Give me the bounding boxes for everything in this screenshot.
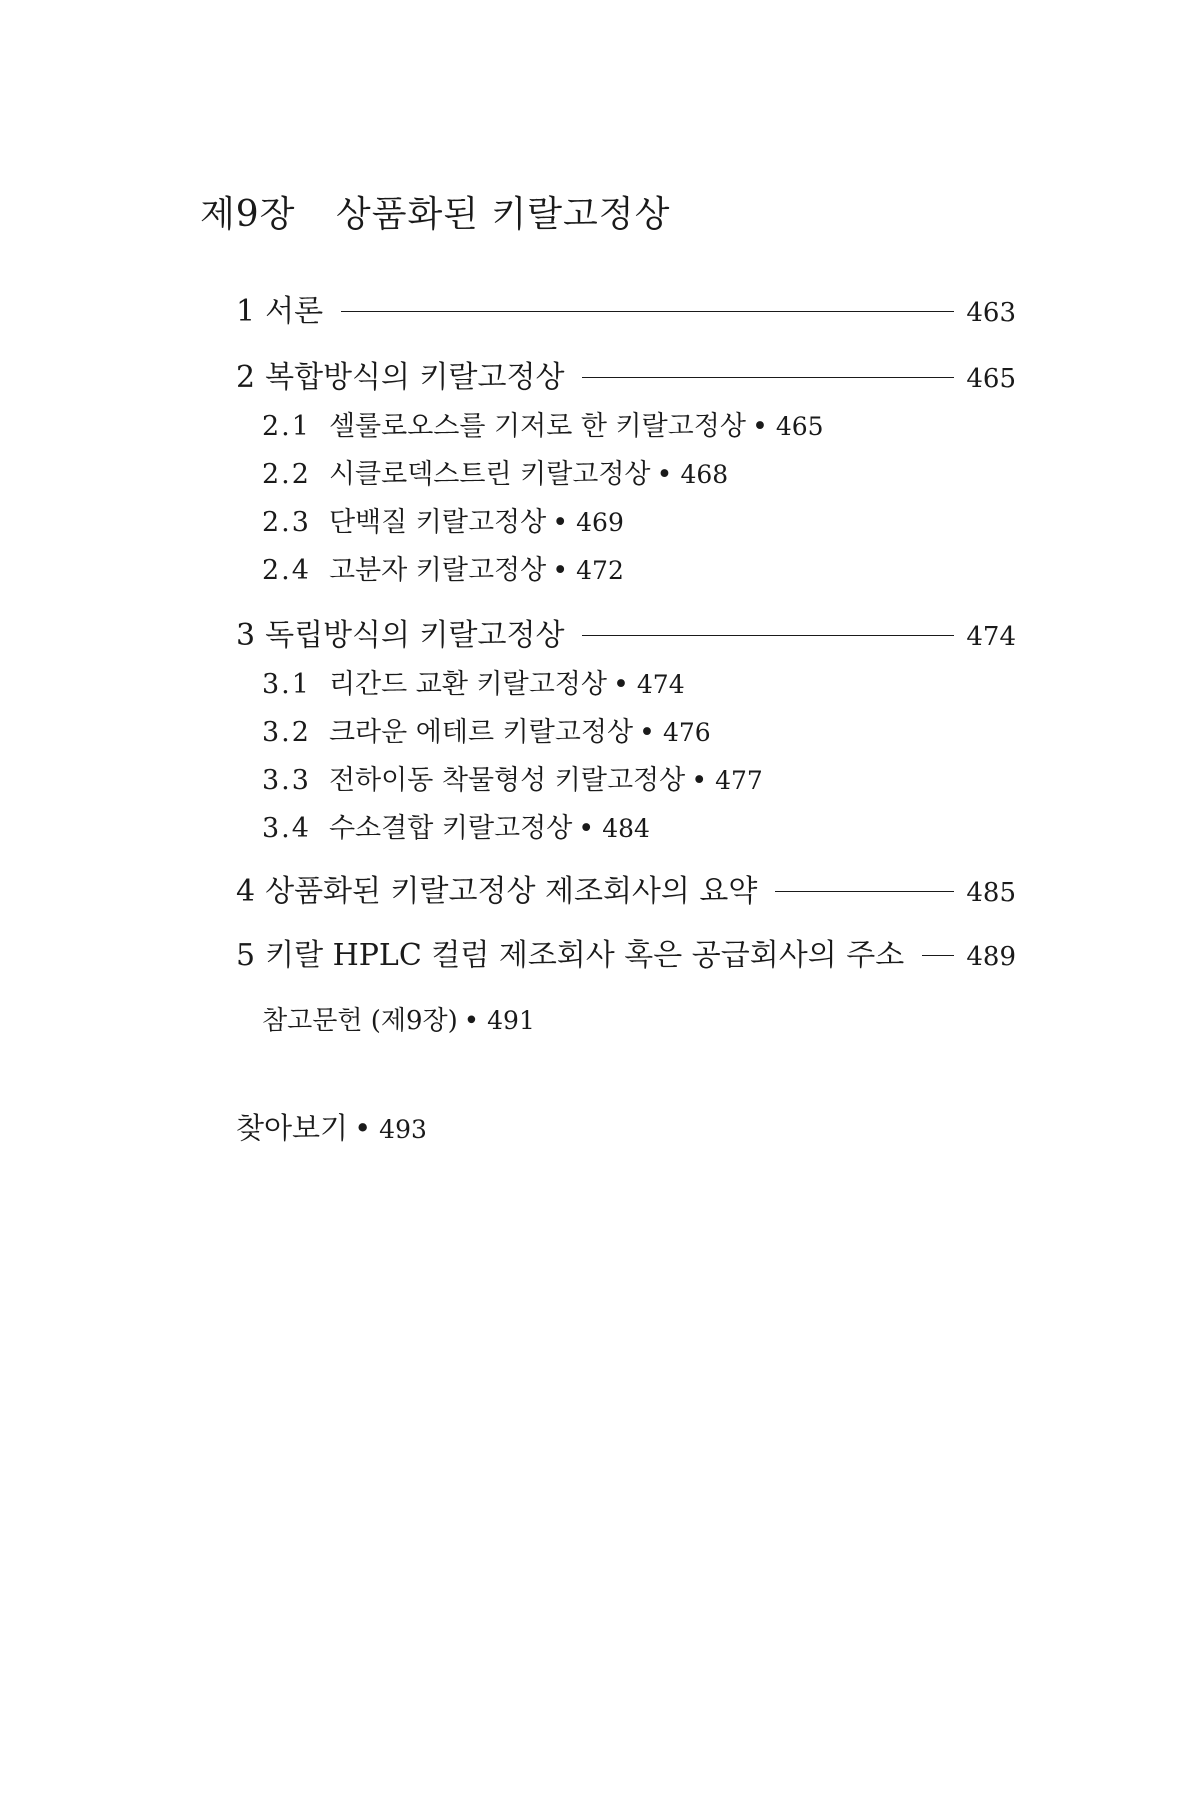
subsection-title: 전하이동 착물형성 키랄고정상 bbox=[328, 765, 686, 796]
toc-section-4[interactable] bbox=[236, 866, 1016, 910]
section-page-number: 485 bbox=[966, 878, 1016, 908]
subsection-number: 2.4 bbox=[262, 555, 311, 586]
references-title: 참고문헌 (제9장) bbox=[262, 1006, 458, 1036]
toc-subsection-3-3[interactable] bbox=[262, 758, 763, 797]
subsection-number: 2.3 bbox=[262, 507, 311, 538]
subsection-page-number: 472 bbox=[576, 556, 624, 585]
toc-section-3[interactable] bbox=[236, 610, 1016, 654]
bullet-separator: • bbox=[578, 813, 595, 844]
bullet-separator: • bbox=[639, 717, 655, 748]
section-page-number: 465 bbox=[966, 364, 1016, 394]
section-page-number: 489 bbox=[966, 942, 1016, 972]
bullet-separator: • bbox=[552, 507, 569, 538]
chapter-heading bbox=[200, 186, 670, 237]
subsection-number: 3.3 bbox=[262, 765, 311, 796]
section-title: 키랄 HPLC 컬럼 제조회사 혹은 공급회사의 주소 bbox=[265, 938, 905, 973]
section-number: 1 bbox=[236, 294, 256, 329]
bullet-separator: • bbox=[691, 765, 708, 796]
subsection-page-number: 468 bbox=[680, 460, 729, 489]
section-title: 상품화된 키랄고정상 제조회사의 요약 bbox=[265, 874, 758, 909]
index-title: 찾아보기 bbox=[236, 1111, 349, 1145]
subsection-page-number: 465 bbox=[775, 412, 824, 441]
section-title: 복합방식의 키랄고정상 bbox=[265, 360, 565, 395]
toc-subsection-3-1[interactable] bbox=[262, 662, 685, 701]
bullet-separator: • bbox=[612, 669, 629, 700]
subsection-number: 3.2 bbox=[262, 717, 311, 748]
toc-subsection-2-2[interactable] bbox=[262, 452, 728, 491]
references-page-number: 491 bbox=[487, 1006, 535, 1035]
bullet-separator: • bbox=[656, 459, 673, 490]
chapter-number: 제9장 bbox=[200, 194, 296, 235]
section-title: 독립방식의 키랄고정상 bbox=[265, 618, 565, 653]
subsection-title: 고분자 키랄고정상 bbox=[328, 555, 547, 586]
subsection-page-number: 469 bbox=[576, 508, 624, 537]
section-page-number: 463 bbox=[966, 298, 1016, 328]
section-number: 4 bbox=[236, 874, 256, 909]
dot-leader bbox=[775, 891, 954, 892]
bullet-separator: • bbox=[552, 555, 569, 586]
toc-index[interactable] bbox=[236, 1106, 427, 1147]
dot-leader bbox=[582, 635, 954, 636]
section-number: 2 bbox=[236, 360, 256, 395]
toc-section-1[interactable] bbox=[236, 286, 1016, 330]
subsection-page-number: 474 bbox=[636, 670, 685, 699]
toc-references[interactable] bbox=[262, 1000, 535, 1037]
bullet-separator: • bbox=[751, 411, 768, 442]
subsection-title: 단백질 키랄고정상 bbox=[328, 507, 547, 538]
toc-subsection-2-1[interactable] bbox=[262, 404, 824, 443]
toc-section-2[interactable] bbox=[236, 352, 1016, 396]
subsection-number: 3.4 bbox=[262, 813, 311, 844]
bullet-separator: • bbox=[354, 1111, 372, 1145]
chapter-title: 상품화된 키랄고정상 bbox=[335, 194, 671, 235]
index-page-number: 493 bbox=[379, 1115, 427, 1144]
bullet-separator: • bbox=[463, 1006, 480, 1036]
section-title: 서론 bbox=[265, 294, 324, 329]
toc-section-5[interactable] bbox=[236, 930, 1016, 974]
subsection-number: 2.1 bbox=[262, 411, 311, 442]
toc-subsection-2-4[interactable] bbox=[262, 548, 624, 587]
dot-leader bbox=[341, 311, 954, 312]
subsection-title: 시클로덱스트린 키랄고정상 bbox=[328, 459, 651, 490]
subsection-title: 리간드 교환 키랄고정상 bbox=[328, 669, 607, 700]
subsection-title: 셀룰로오스를 기저로 한 키랄고정상 bbox=[328, 411, 746, 442]
section-number: 3 bbox=[236, 618, 256, 653]
toc-subsection-3-2[interactable] bbox=[262, 710, 711, 749]
subsection-page-number: 477 bbox=[715, 766, 763, 795]
subsection-page-number: 484 bbox=[602, 814, 650, 843]
subsection-page-number: 476 bbox=[662, 718, 711, 747]
subsection-number: 2.2 bbox=[262, 459, 311, 490]
section-page-number: 474 bbox=[966, 622, 1016, 652]
subsection-number: 3.1 bbox=[262, 669, 311, 700]
toc-subsection-3-4[interactable] bbox=[262, 806, 650, 845]
dot-leader bbox=[582, 377, 954, 378]
subsection-title: 크라운 에테르 키랄고정상 bbox=[328, 717, 634, 748]
section-number: 5 bbox=[236, 938, 256, 973]
toc-subsection-2-3[interactable] bbox=[262, 500, 624, 539]
subsection-title: 수소결합 키랄고정상 bbox=[328, 813, 573, 844]
dot-leader bbox=[922, 955, 954, 956]
